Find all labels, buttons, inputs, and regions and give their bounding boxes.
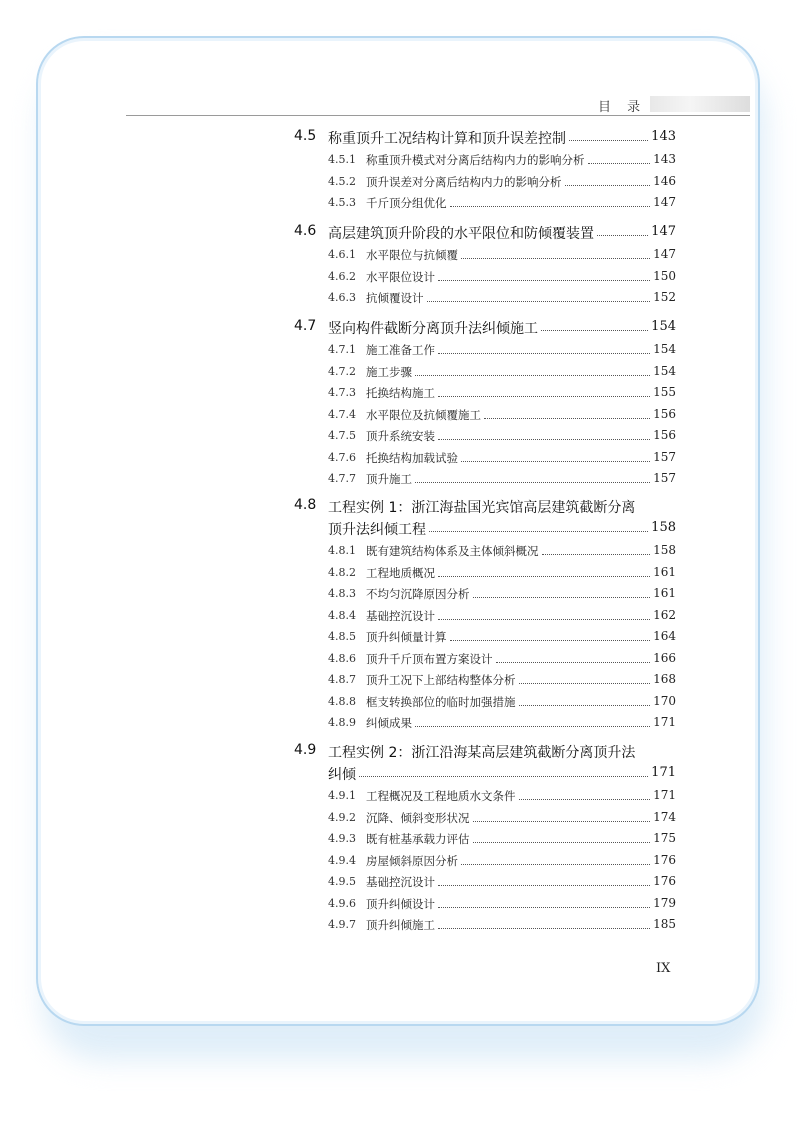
subsection-number: 4.9.5	[328, 875, 356, 888]
subsection-page-number: 154	[653, 342, 676, 356]
subsection-number: 4.8.5	[328, 630, 356, 643]
subsection-number: 4.9.1	[328, 789, 356, 802]
subsection-page-number: 150	[653, 268, 676, 283]
subsection-number: 4.8.6	[328, 651, 356, 665]
subsection-number: 4.5.1	[328, 153, 356, 166]
subsection-page-number: 157	[653, 471, 676, 485]
subsection-title: 工程地质概况	[366, 565, 435, 580]
subsection-dot-leader	[427, 301, 650, 302]
subsection-title: 基础控沉设计	[366, 608, 435, 623]
section-title-line1: 工程实例 1：浙江海盐国光宾馆高层建筑截断分离	[328, 500, 636, 516]
subsection-title: 纠倾成果	[366, 716, 412, 730]
subsection-page-number: 176	[653, 852, 676, 867]
subsection-page-number: 156	[653, 428, 676, 442]
subsection-title: 工程概况及工程地质水文条件	[366, 789, 516, 803]
subsection-page-number: 146	[653, 173, 676, 188]
subsection-dot-leader	[438, 439, 650, 440]
subsection-dot-leader	[473, 842, 650, 843]
subsection-dot-leader	[438, 353, 650, 354]
subsection-title: 顶升误差对分离后结构内力的影响分析	[366, 174, 562, 189]
subsection-title: 顶升纠倾设计	[366, 896, 435, 911]
subsection-title: 千斤顶分组优化	[366, 196, 447, 210]
subsection-page-number: 158	[653, 543, 676, 557]
subsection-title: 框支转换部位的临时加强措施	[366, 694, 516, 709]
subsection-dot-leader	[519, 799, 650, 800]
subsection-number: 4.8.3	[328, 587, 356, 600]
subsection-page-number: 170	[653, 693, 676, 708]
subsection-number: 4.8.9	[328, 716, 356, 729]
subsection-number: 4.7.3	[328, 386, 356, 399]
section-title: 高层建筑顶升阶段的水平限位和防倾覆装置	[328, 226, 594, 242]
subsection-dot-leader	[496, 662, 650, 663]
subsection-number: 4.8.4	[328, 608, 356, 622]
subsection-number: 4.5.3	[328, 196, 356, 209]
subsection-page-number: 175	[653, 831, 676, 845]
subsection-dot-leader	[415, 375, 650, 376]
subsection-page-number: 179	[653, 895, 676, 910]
subsection-dot-leader	[461, 461, 650, 462]
subsection-title: 房屋倾斜原因分析	[366, 853, 458, 868]
subsection-page-number: 156	[653, 406, 676, 421]
subsection-dot-leader	[473, 821, 650, 822]
section-page-number: 147	[651, 224, 676, 239]
subsection-page-number: 185	[653, 917, 676, 931]
subsection-page-number: 161	[653, 564, 676, 579]
section-number: 4.9	[294, 742, 317, 758]
subsection-page-number: 171	[653, 788, 676, 802]
subsection-title: 顶升工况下上部结构整体分析	[366, 673, 516, 687]
subsection-number: 4.7.5	[328, 429, 356, 442]
subsection-dot-leader	[438, 619, 650, 620]
section-dot-leader	[597, 235, 648, 236]
subsection-title: 顶升纠倾施工	[366, 918, 435, 932]
subsection-dot-leader	[450, 206, 650, 207]
subsection-number: 4.7.4	[328, 407, 356, 421]
subsection-page-number: 161	[653, 586, 676, 600]
subsection-title: 托换结构加载试验	[366, 450, 458, 465]
subsection-number: 4.6.2	[328, 269, 356, 283]
section-number: 4.7	[294, 318, 317, 334]
subsection-dot-leader	[473, 597, 650, 598]
section-dot-leader	[541, 330, 648, 331]
subsection-number: 4.8.2	[328, 565, 356, 579]
subsection-number: 4.7.1	[328, 343, 356, 356]
subsection-dot-leader	[519, 705, 650, 706]
subsection-dot-leader	[438, 928, 650, 929]
subsection-title: 不均匀沉降原因分析	[366, 587, 470, 601]
subsection-number: 4.9.6	[328, 896, 356, 910]
subsection-dot-leader	[415, 482, 650, 483]
subsection-dot-leader	[565, 185, 650, 186]
subsection-dot-leader	[461, 864, 650, 865]
subsection-number: 4.9.2	[328, 810, 356, 824]
subsection-page-number: 157	[653, 449, 676, 464]
section-title: 称重顶升工况结构计算和顶升误差控制	[328, 131, 566, 147]
subsection-dot-leader	[484, 418, 650, 419]
subsection-page-number: 162	[653, 607, 676, 622]
subsection-number: 4.8.1	[328, 544, 356, 557]
subsection-page-number: 176	[653, 874, 676, 888]
subsection-dot-leader	[438, 907, 650, 908]
subsection-title: 水平限位设计	[366, 269, 435, 284]
page-folio: IX	[656, 961, 671, 976]
subsection-dot-leader	[438, 280, 650, 281]
section-number: 4.8	[294, 497, 317, 513]
subsection-number: 4.9.7	[328, 918, 356, 931]
section-title: 竖向构件截断分离顶升法纠倾施工	[328, 321, 538, 337]
subsection-number: 4.9.4	[328, 853, 356, 867]
subsection-title: 沉降、倾斜变形状况	[366, 810, 470, 825]
subsection-page-number: 143	[653, 152, 676, 166]
subsection-number: 4.8.7	[328, 673, 356, 686]
subsection-title: 顶升纠倾量计算	[366, 630, 447, 644]
subsection-title: 顶升施工	[366, 472, 412, 486]
subsection-title: 水平限位及抗倾覆施工	[366, 407, 481, 422]
subsection-title: 水平限位与抗倾覆	[366, 248, 458, 262]
subsection-title: 基础控沉设计	[366, 875, 435, 889]
subsection-number: 4.8.8	[328, 694, 356, 708]
section-page-number: 143	[651, 129, 676, 144]
subsection-dot-leader	[519, 683, 650, 684]
subsection-dot-leader	[461, 258, 650, 259]
subsection-page-number: 154	[653, 363, 676, 378]
subsection-number: 4.7.2	[328, 364, 356, 378]
section-page-number: 171	[651, 765, 676, 780]
subsection-dot-leader	[438, 576, 650, 577]
subsection-title: 既有建筑结构体系及主体倾斜概况	[366, 544, 539, 558]
subsection-title: 施工步骤	[366, 364, 412, 379]
subsection-page-number: 147	[653, 195, 676, 209]
subsection-number: 4.6.3	[328, 291, 356, 304]
subsection-dot-leader	[438, 885, 650, 886]
section-title-line1: 工程实例 2：浙江沿海某高层建筑截断分离顶升法	[328, 745, 636, 761]
subsection-page-number: 152	[653, 290, 676, 304]
subsection-page-number: 174	[653, 809, 676, 824]
section-title-line2: 顶升法纠倾工程	[328, 522, 426, 538]
subsection-dot-leader	[588, 163, 650, 164]
section-number: 4.5	[294, 128, 317, 144]
section-page-number: 158	[651, 520, 676, 535]
subsection-page-number: 166	[653, 650, 676, 665]
section-dot-leader	[429, 531, 648, 532]
section-number: 4.6	[294, 223, 317, 239]
section-dot-leader	[569, 140, 648, 141]
subsection-page-number: 168	[653, 672, 676, 686]
subsection-title: 称重顶升模式对分离后结构内力的影响分析	[366, 153, 585, 167]
subsection-number: 4.7.7	[328, 472, 356, 485]
subsection-dot-leader	[438, 396, 650, 397]
subsection-page-number: 147	[653, 247, 676, 261]
subsection-number: 4.7.6	[328, 450, 356, 464]
subsection-title: 抗倾覆设计	[366, 291, 424, 305]
subsection-title: 托换结构施工	[366, 386, 435, 400]
subsection-title: 顶升千斤顶布置方案设计	[366, 651, 493, 666]
subsection-title: 施工准备工作	[366, 343, 435, 357]
subsection-dot-leader	[542, 554, 650, 555]
subsection-dot-leader	[450, 640, 650, 641]
subsection-page-number: 171	[653, 715, 676, 729]
section-title-line2: 纠倾	[328, 767, 356, 783]
subsection-dot-leader	[415, 726, 650, 727]
section-dot-leader	[359, 776, 648, 777]
subsection-page-number: 155	[653, 385, 676, 399]
section-page-number: 154	[651, 319, 676, 334]
subsection-number: 4.9.3	[328, 832, 356, 845]
running-header: 目 录	[598, 100, 647, 115]
subsection-number: 4.6.1	[328, 248, 356, 261]
subsection-title: 顶升系统安装	[366, 429, 435, 443]
subsection-page-number: 164	[653, 629, 676, 643]
subsection-number: 4.5.2	[328, 174, 356, 188]
subsection-title: 既有桩基承载力评估	[366, 832, 470, 846]
